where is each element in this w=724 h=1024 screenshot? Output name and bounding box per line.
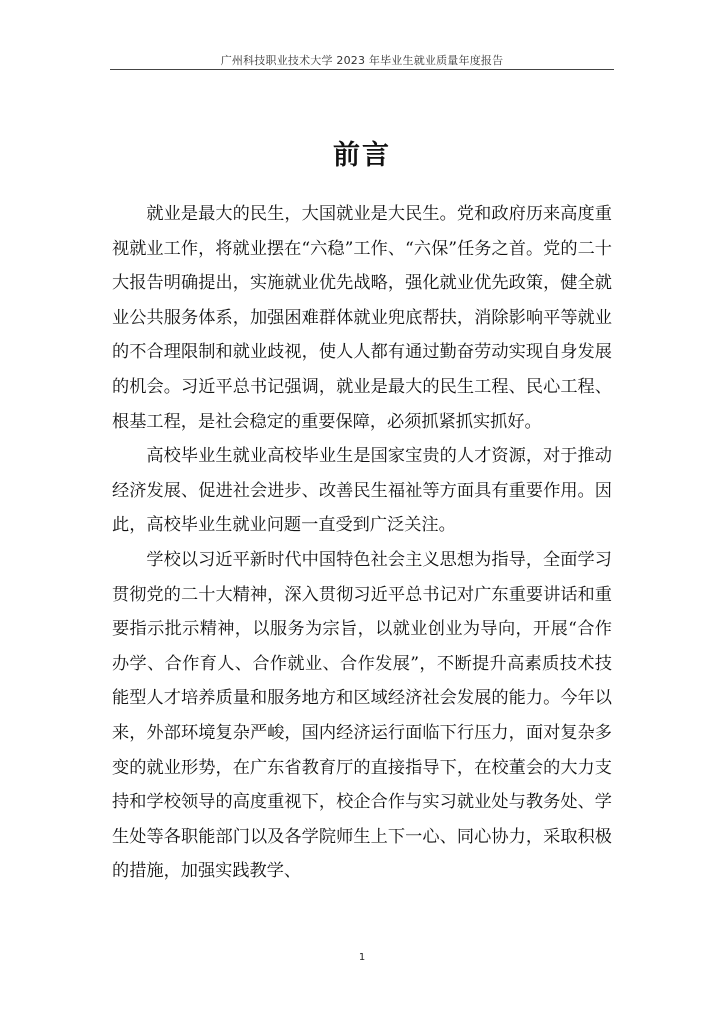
paragraph-3: 学校以习近平新时代中国特色社会主义思想为指导，全面学习贯彻党的二十大精神，深入贯彻习近平总书记对广东重要讲话和重要指示批示精神，以服务为宗旨，以就业创业为导向，开展“合作办学、合作育人、合作就业、合作发展”，不断提升高素质技术技能型人才培养质量和服务地方和区域经济社会发展的能力。今年以来，外部环境复杂严峻，国内经济运行面临下行压力，面对复杂多变的就业形势，在广东省教育厅的直接指导下，在校董会的大力支持和学校领导的高度重视下，校企合作与实习就业处与教务处、学生处等各职能部门以及各学院师生上下一心、同心协力，采取积极的措施，加强实践教学、 — [112, 549, 612, 882]
page-title: 前言 — [333, 140, 391, 171]
paragraph-2: 高校毕业生就业高校毕业生是国家宝贵的人才资源，对于推动经济发展、促进社会进步、改善民生福祉等方面具有重要作用。因此，高校毕业生就业问题一直受到广泛关注。 — [112, 446, 612, 536]
header-divider — [110, 69, 614, 70]
running-header: 广州科技职业技术大学 2023 年毕业生就业质量年度报告 — [220, 54, 504, 67]
body-text — [112, 197, 612, 889]
paragraph-1: 就业是最大的民生，大国就业是大民生。党和政府历来高度重视就业工作，将就业摆在“六稳”工作、“六保”任务之首。党的二十大报告明确提出，实施就业优先战略，强化就业优先政策，健全就业公共服务体系，加强困难群体就业兜底帮扶，消除影响平等就业的不合理限制和就业歧视，使人人都有通过勤奋劳动实现自身发展的机会。习近平总书记强调，就业是最大的民生工程、民心工程、根基工程，是社会稳定的重要保障，必须抓紧抓实抓好。 — [112, 204, 612, 432]
page-number: 1 — [358, 952, 366, 963]
